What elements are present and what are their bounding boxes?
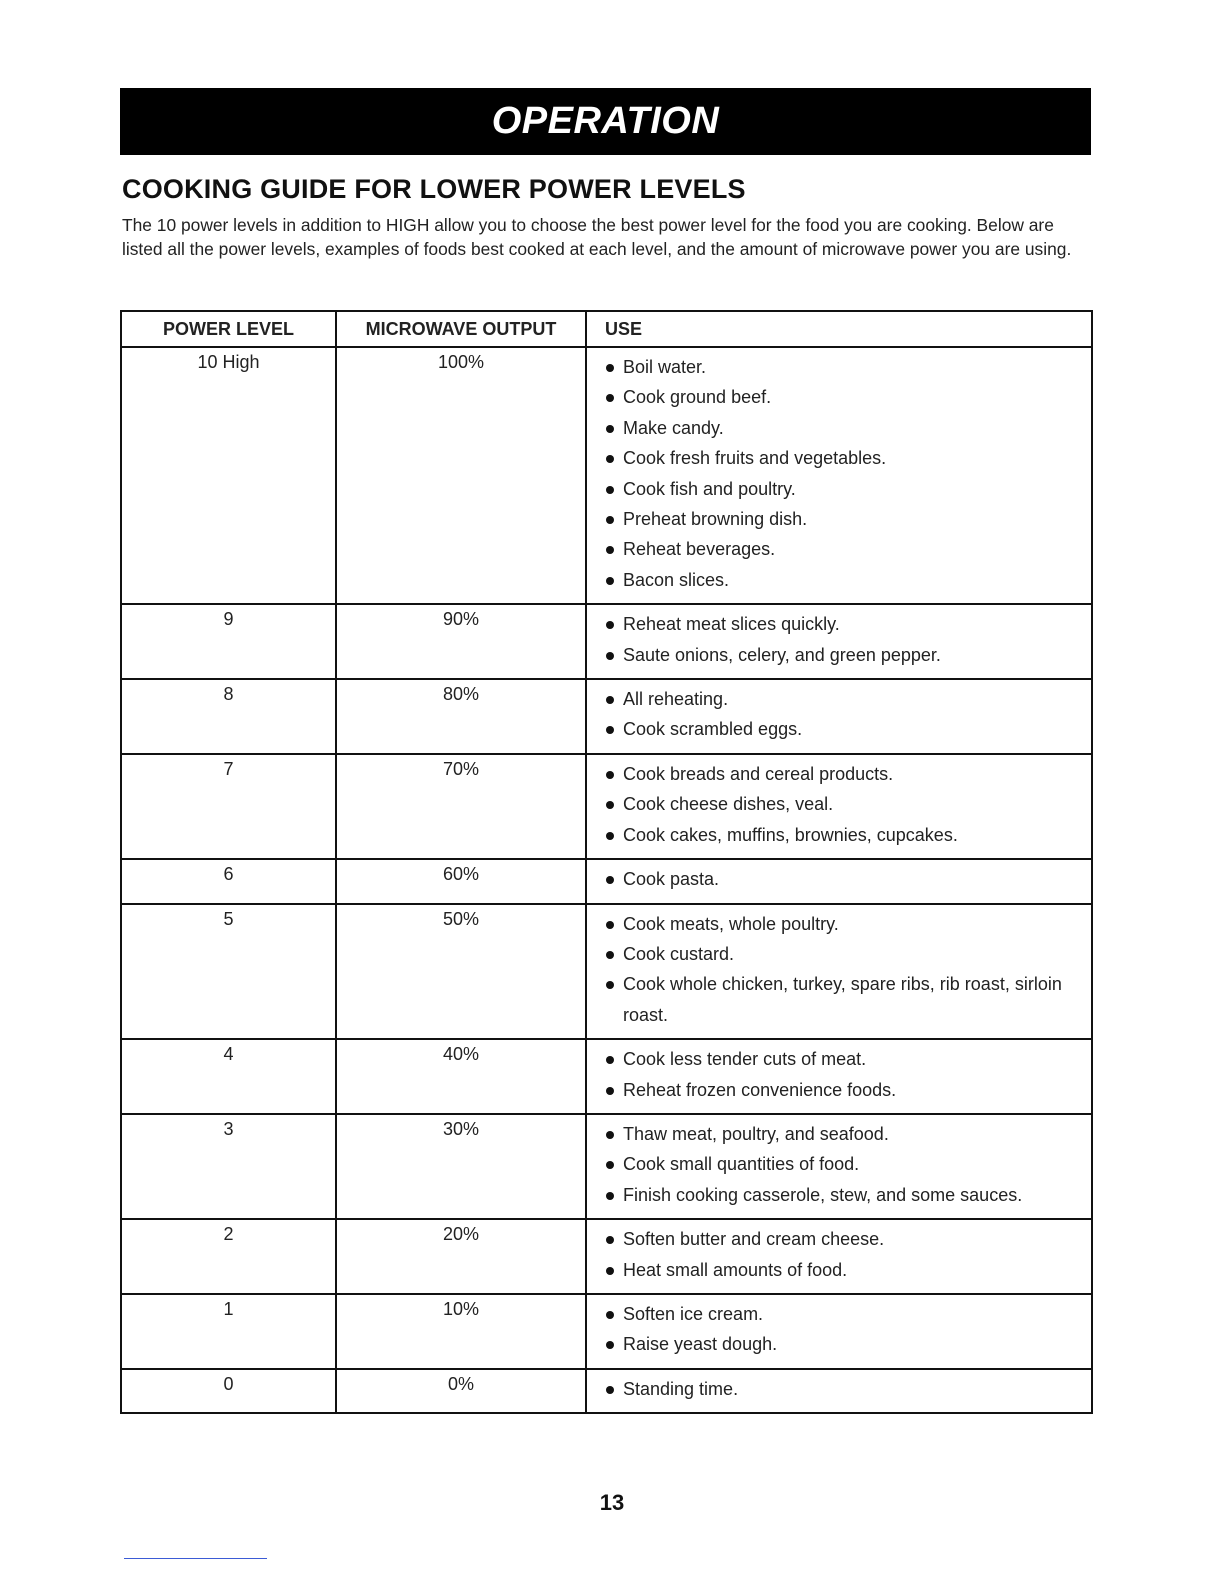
list-item: Cook cheese dishes, veal.: [605, 789, 1081, 819]
table-row: [121, 1294, 1092, 1369]
list-item: Preheat browning dish.: [605, 504, 1081, 534]
header-microwave-output: MICROWAVE OUTPUT: [336, 311, 586, 347]
table-row: [121, 679, 1092, 754]
microwave-output-cell: 80%: [336, 679, 586, 754]
footer-rule: [124, 1558, 267, 1559]
intro-paragraph: The 10 power levels in addition to HIGH allow you to choose the best power level for the food you are cooking. Below are listed all the power levels, examples of foods best cooked at each level, and the amount of microwave power you are using.: [122, 215, 1072, 259]
list-item: Reheat frozen convenience foods.: [605, 1075, 1081, 1105]
list-item: Bacon slices.: [605, 565, 1081, 595]
use-list: [605, 864, 1081, 894]
table-row: [121, 604, 1092, 679]
use-cell: [586, 1219, 1092, 1294]
use-cell: [586, 859, 1092, 903]
table-row: [121, 1219, 1092, 1294]
table-row: [121, 859, 1092, 903]
use-list: [605, 609, 1081, 670]
power-level-cell: 7: [121, 754, 336, 859]
use-cell: [586, 904, 1092, 1040]
power-level-cell: 4: [121, 1039, 336, 1114]
use-list: [605, 1299, 1081, 1360]
microwave-output-cell: 0%: [336, 1369, 586, 1413]
power-level-cell: 6: [121, 859, 336, 903]
microwave-output-cell: 60%: [336, 859, 586, 903]
use-list: [605, 684, 1081, 745]
power-level-cell: 5: [121, 904, 336, 1040]
use-list: [605, 1374, 1081, 1404]
use-list: [605, 1119, 1081, 1210]
list-item: Cook fresh fruits and vegetables.: [605, 443, 1081, 473]
microwave-output-cell: 100%: [336, 347, 586, 604]
list-item: Soften ice cream.: [605, 1299, 1081, 1329]
list-item: Cook less tender cuts of meat.: [605, 1044, 1081, 1074]
use-list: [605, 1044, 1081, 1105]
table-row: [121, 1039, 1092, 1114]
list-item: Reheat beverages.: [605, 534, 1081, 564]
list-item: Cook fish and poultry.: [605, 474, 1081, 504]
list-item: Heat small amounts of food.: [605, 1255, 1081, 1285]
list-item: Cook ground beef.: [605, 382, 1081, 412]
microwave-output-cell: 90%: [336, 604, 586, 679]
use-list: [605, 909, 1081, 1031]
use-cell: [586, 1039, 1092, 1114]
use-cell: [586, 347, 1092, 604]
list-item: All reheating.: [605, 684, 1081, 714]
use-cell: [586, 1294, 1092, 1369]
list-item: Cook whole chicken, turkey, spare ribs, rib roast, sirloin roast.: [605, 969, 1081, 1030]
microwave-output-cell: 40%: [336, 1039, 586, 1114]
power-level-table: [120, 310, 1093, 1414]
list-item: Cook meats, whole poultry.: [605, 909, 1081, 939]
microwave-output-cell: 30%: [336, 1114, 586, 1219]
page-heading: COOKING GUIDE FOR LOWER POWER LEVELS: [122, 174, 746, 204]
list-item: Cook breads and cereal products.: [605, 759, 1081, 789]
list-item: Cook pasta.: [605, 864, 1081, 894]
use-list: [605, 1224, 1081, 1285]
power-level-cell: 0: [121, 1369, 336, 1413]
list-item: Cook small quantities of food.: [605, 1149, 1081, 1179]
microwave-output-cell: 20%: [336, 1219, 586, 1294]
table-row: [121, 1114, 1092, 1219]
list-item: Soften butter and cream cheese.: [605, 1224, 1081, 1254]
header-power-level: POWER LEVEL: [121, 311, 336, 347]
table-header-row: [121, 311, 1092, 347]
use-cell: [586, 754, 1092, 859]
list-item: Finish cooking casserole, stew, and some sauces.: [605, 1180, 1081, 1210]
list-item: Cook scrambled eggs.: [605, 714, 1081, 744]
use-list: [605, 759, 1081, 850]
power-level-cell: 1: [121, 1294, 336, 1369]
section-banner: OPERATION: [120, 88, 1091, 155]
power-level-cell: 2: [121, 1219, 336, 1294]
table-row: [121, 904, 1092, 1040]
microwave-output-cell: 10%: [336, 1294, 586, 1369]
list-item: Saute onions, celery, and green pepper.: [605, 640, 1081, 670]
table-body: [121, 347, 1092, 1413]
list-item: Thaw meat, poultry, and seafood.: [605, 1119, 1081, 1149]
use-cell: [586, 1114, 1092, 1219]
table-row: [121, 754, 1092, 859]
header-use: USE: [586, 311, 1092, 347]
list-item: Cook custard.: [605, 939, 1081, 969]
list-item: Reheat meat slices quickly.: [605, 609, 1081, 639]
table-row: [121, 347, 1092, 604]
microwave-output-cell: 50%: [336, 904, 586, 1040]
list-item: Make candy.: [605, 413, 1081, 443]
power-level-cell: 3: [121, 1114, 336, 1219]
list-item: Standing time.: [605, 1374, 1081, 1404]
table-row: [121, 1369, 1092, 1413]
use-cell: [586, 604, 1092, 679]
use-cell: [586, 1369, 1092, 1413]
page-number: 13: [599, 1490, 625, 1515]
list-item: Boil water.: [605, 352, 1081, 382]
microwave-output-cell: 70%: [336, 754, 586, 859]
power-level-cell: 9: [121, 604, 336, 679]
list-item: Cook cakes, muffins, brownies, cupcakes.: [605, 820, 1081, 850]
power-level-cell: 10 High: [121, 347, 336, 604]
list-item: Raise yeast dough.: [605, 1329, 1081, 1359]
use-cell: [586, 679, 1092, 754]
use-list: [605, 352, 1081, 595]
power-level-cell: 8: [121, 679, 336, 754]
